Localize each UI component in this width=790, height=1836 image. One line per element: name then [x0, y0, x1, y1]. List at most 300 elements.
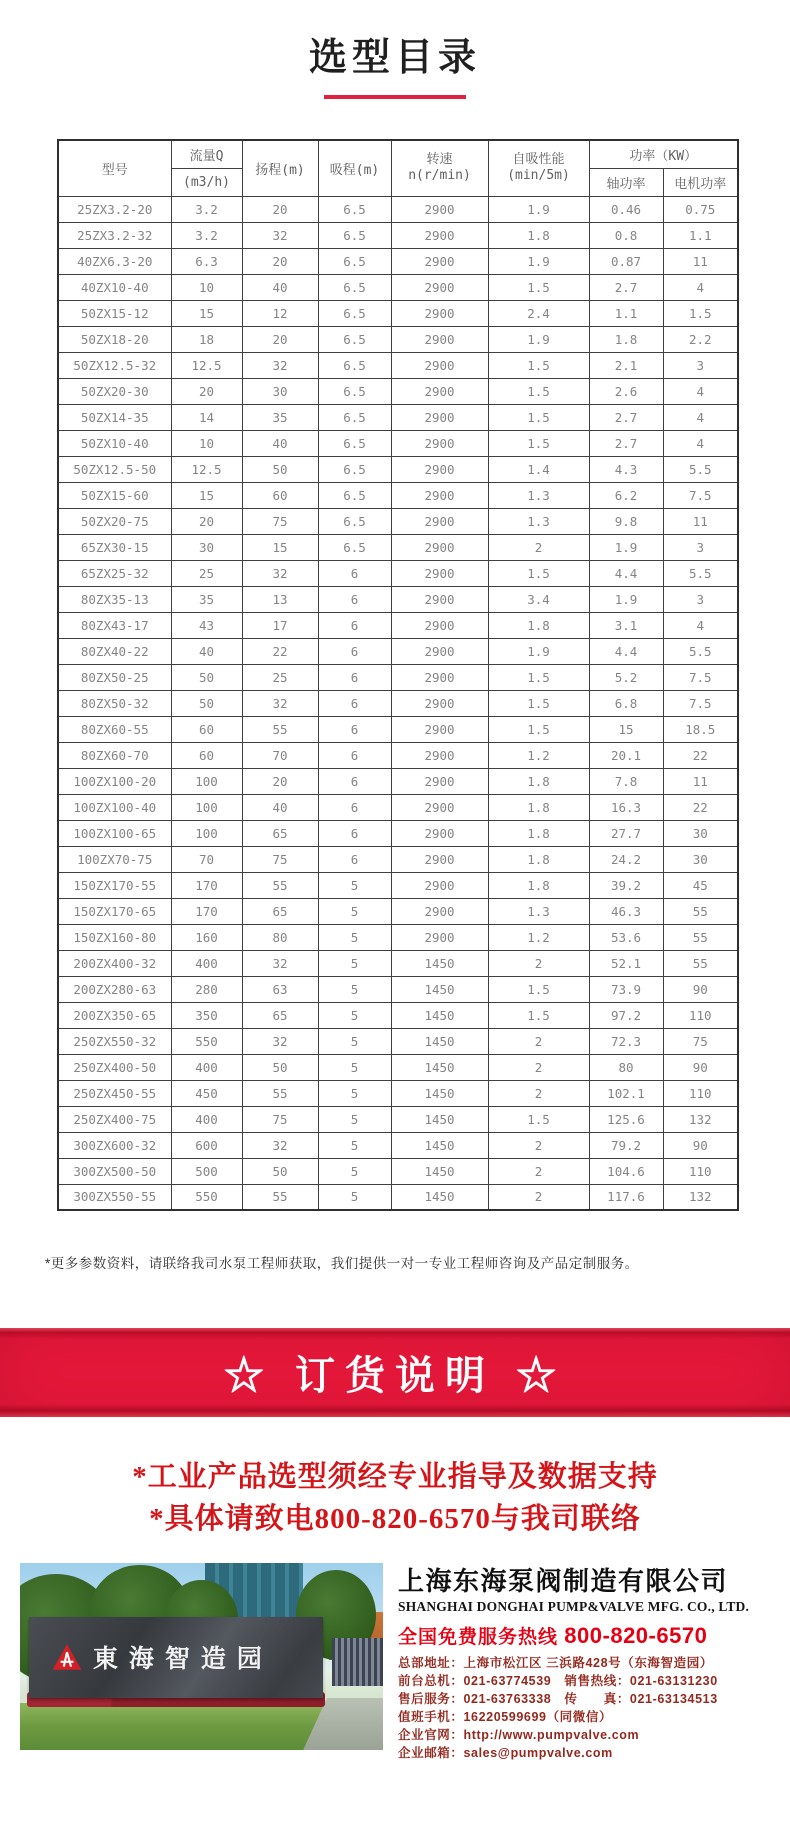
table-cell: 25: [242, 664, 318, 690]
table-cell: 280: [171, 976, 242, 1002]
table-row: [58, 378, 738, 404]
col-header-suction: 吸程(m): [318, 140, 391, 196]
table-row: [58, 1106, 738, 1132]
table-cell: 90: [663, 1132, 738, 1158]
table-cell: 12.5: [171, 456, 242, 482]
table-cell: 160: [171, 924, 242, 950]
table-cell: 0.46: [589, 196, 663, 222]
table-cell: 2900: [391, 898, 488, 924]
col-header-shaft-power: 轴功率: [589, 168, 663, 196]
table-cell: 6: [318, 638, 391, 664]
table-cell: 200ZX280-63: [58, 976, 171, 1002]
table-cell: 70: [242, 742, 318, 768]
table-cell: 13: [242, 586, 318, 612]
table-row: [58, 898, 738, 924]
company-section: [20, 1563, 776, 1762]
table-cell: 22: [663, 742, 738, 768]
table-cell: 2: [488, 534, 589, 560]
table-cell: 50ZX12.5-32: [58, 352, 171, 378]
table-cell: 11: [663, 768, 738, 794]
table-cell: 7.5: [663, 690, 738, 716]
table-cell: 73.9: [589, 976, 663, 1002]
table-cell: 1.5: [488, 1106, 589, 1132]
table-cell: 50: [242, 456, 318, 482]
table-cell: 2: [488, 1028, 589, 1054]
table-cell: 5.5: [663, 456, 738, 482]
table-cell: 2.7: [589, 430, 663, 456]
table-cell: 250ZX400-50: [58, 1054, 171, 1080]
table-cell: 110: [663, 1158, 738, 1184]
company-info: [383, 1563, 761, 1762]
col-header-flow-unit: (m3/h): [171, 168, 242, 196]
table-cell: 79.2: [589, 1132, 663, 1158]
table-cell: 22: [242, 638, 318, 664]
table-cell: 65: [242, 1002, 318, 1028]
table-cell: 2900: [391, 768, 488, 794]
table-row: [58, 768, 738, 794]
table-cell: 40: [242, 794, 318, 820]
table-cell: 5: [318, 1132, 391, 1158]
table-cell: 1.9: [488, 248, 589, 274]
col-header-motor-power: 电机功率: [663, 168, 738, 196]
table-row: [58, 976, 738, 1002]
table-cell: 110: [663, 1080, 738, 1106]
table-cell: 20: [242, 248, 318, 274]
table-cell: 6: [318, 664, 391, 690]
table-cell: 1.1: [589, 300, 663, 326]
table-cell: 2900: [391, 378, 488, 404]
table-cell: 1.8: [488, 820, 589, 846]
table-cell: 2900: [391, 846, 488, 872]
table-cell: 300ZX600-32: [58, 1132, 171, 1158]
table-cell: 2900: [391, 482, 488, 508]
table-cell: 5: [318, 1158, 391, 1184]
table-cell: 1.5: [488, 352, 589, 378]
table-cell: 4: [663, 612, 738, 638]
table-cell: 6.5: [318, 482, 391, 508]
table-cell: 2900: [391, 300, 488, 326]
table-cell: 15: [589, 716, 663, 742]
table-row: [58, 1158, 738, 1184]
contact-line: 售后服务：021-63763338 传 真：021-63134513: [398, 1692, 718, 1706]
table-cell: 250ZX400-75: [58, 1106, 171, 1132]
table-row: [58, 404, 738, 430]
table-cell: 53.6: [589, 924, 663, 950]
table-cell: 5: [318, 924, 391, 950]
table-cell: 60: [171, 742, 242, 768]
table-cell: 1450: [391, 1054, 488, 1080]
table-cell: 75: [242, 846, 318, 872]
table-cell: 2900: [391, 664, 488, 690]
table-cell: 1450: [391, 1080, 488, 1106]
table-cell: 102.1: [589, 1080, 663, 1106]
table-cell: 1.9: [589, 534, 663, 560]
table-cell: 6.5: [318, 326, 391, 352]
table-cell: 2900: [391, 716, 488, 742]
photo-sign-wall: [29, 1617, 323, 1697]
table-cell: 1.5: [488, 404, 589, 430]
table-cell: 12: [242, 300, 318, 326]
table-cell: 500: [171, 1158, 242, 1184]
table-cell: 1450: [391, 976, 488, 1002]
table-cell: 2900: [391, 612, 488, 638]
col-header-power: 功率（KW）: [589, 140, 738, 168]
table-cell: 80: [242, 924, 318, 950]
col-header-speed-line1: 转速: [426, 152, 453, 167]
table-cell: 45: [663, 872, 738, 898]
table-cell: 200ZX400-32: [58, 950, 171, 976]
table-cell: 0.75: [663, 196, 738, 222]
table-row: [58, 248, 738, 274]
table-cell: 70: [171, 846, 242, 872]
table-cell: 63: [242, 976, 318, 1002]
table-cell: 1.5: [488, 976, 589, 1002]
footnote: *更多参数资料，请联络我司水泵工程师获取，我们提供一对一专业工程师咨询及产品定制服务。: [45, 1256, 639, 1271]
service-hotline: [398, 1622, 761, 1649]
table-row: [58, 560, 738, 586]
table-cell: 35: [242, 404, 318, 430]
col-header-speed: [391, 140, 488, 196]
table-cell: 100ZX100-20: [58, 768, 171, 794]
table-cell: 2900: [391, 924, 488, 950]
table-row: [58, 638, 738, 664]
table-cell: 1.5: [488, 1002, 589, 1028]
table-cell: 150ZX170-55: [58, 872, 171, 898]
table-cell: 18: [171, 326, 242, 352]
table-cell: 25: [171, 560, 242, 586]
table-cell: 1.5: [488, 716, 589, 742]
table-cell: 6: [318, 612, 391, 638]
table-cell: 6.5: [318, 404, 391, 430]
table-row: [58, 1028, 738, 1054]
table-row: [58, 872, 738, 898]
table-cell: 100: [171, 768, 242, 794]
table-cell: 97.2: [589, 1002, 663, 1028]
notice-line-1: *工业产品选型须经专业指导及数据支持: [132, 1461, 658, 1493]
table-cell: 15: [171, 482, 242, 508]
table-cell: 2: [488, 1080, 589, 1106]
table-cell: 75: [663, 1028, 738, 1054]
table-cell: 117.6: [589, 1184, 663, 1210]
table-cell: 60: [242, 482, 318, 508]
table-cell: 400: [171, 1106, 242, 1132]
table-cell: 2900: [391, 508, 488, 534]
table-cell: 40: [242, 430, 318, 456]
table-cell: 5.5: [663, 638, 738, 664]
table-cell: 55: [663, 950, 738, 976]
table-cell: 6.5: [318, 352, 391, 378]
table-cell: 6.5: [318, 222, 391, 248]
table-cell: 20: [171, 508, 242, 534]
contact-line: 前台总机：021-63774539 销售热线：021-63131230: [398, 1674, 718, 1688]
table-cell: 12.5: [171, 352, 242, 378]
table-cell: 300ZX500-50: [58, 1158, 171, 1184]
table-cell: 30: [663, 846, 738, 872]
table-cell: 5: [318, 1184, 391, 1210]
table-cell: 50ZX20-75: [58, 508, 171, 534]
table-cell: 14: [171, 404, 242, 430]
table-cell: 2900: [391, 404, 488, 430]
table-cell: 20: [242, 196, 318, 222]
table-cell: 1.5: [488, 378, 589, 404]
table-cell: 17: [242, 612, 318, 638]
table-cell: 32: [242, 560, 318, 586]
table-cell: 400: [171, 1054, 242, 1080]
table-cell: 3: [663, 586, 738, 612]
table-cell: 80ZX50-25: [58, 664, 171, 690]
table-cell: 2900: [391, 820, 488, 846]
table-cell: 2900: [391, 638, 488, 664]
table-cell: 2: [488, 1184, 589, 1210]
table-row: [58, 508, 738, 534]
table-row: [58, 1080, 738, 1106]
table-cell: 16.3: [589, 794, 663, 820]
table-cell: 6: [318, 690, 391, 716]
table-cell: 50ZX10-40: [58, 430, 171, 456]
table-cell: 46.3: [589, 898, 663, 924]
table-cell: 32: [242, 222, 318, 248]
table-cell: 60: [171, 716, 242, 742]
contact-lines: [398, 1654, 761, 1762]
table-cell: 80ZX43-17: [58, 612, 171, 638]
table-cell: 0.87: [589, 248, 663, 274]
table-cell: 300ZX550-55: [58, 1184, 171, 1210]
table-row: [58, 586, 738, 612]
table-cell: 80ZX60-70: [58, 742, 171, 768]
table-cell: 100ZX100-65: [58, 820, 171, 846]
table-cell: 3.2: [171, 196, 242, 222]
table-cell: 1450: [391, 1002, 488, 1028]
table-cell: 6: [318, 846, 391, 872]
table-cell: 32: [242, 950, 318, 976]
table-cell: 39.2: [589, 872, 663, 898]
table-cell: 7.8: [589, 768, 663, 794]
table-cell: 100: [171, 820, 242, 846]
factory-photo: [20, 1563, 383, 1750]
table-cell: 1.8: [488, 872, 589, 898]
table-cell: 170: [171, 898, 242, 924]
table-cell: 30: [171, 534, 242, 560]
table-cell: 104.6: [589, 1158, 663, 1184]
table-row: [58, 846, 738, 872]
table-cell: 110: [663, 1002, 738, 1028]
table-cell: 6: [318, 586, 391, 612]
table-cell: 40: [171, 638, 242, 664]
table-cell: 80ZX50-32: [58, 690, 171, 716]
table-cell: 2900: [391, 534, 488, 560]
table-cell: 150ZX170-65: [58, 898, 171, 924]
table-cell: 2.7: [589, 274, 663, 300]
table-cell: 2.2: [663, 326, 738, 352]
table-cell: 3.4: [488, 586, 589, 612]
service-hotline-number: 800-820-6570: [564, 1623, 708, 1648]
table-cell: 3: [663, 534, 738, 560]
table-cell: 6: [318, 742, 391, 768]
table-cell: 450: [171, 1080, 242, 1106]
table-cell: 1.5: [488, 690, 589, 716]
table-cell: 80: [589, 1054, 663, 1080]
table-cell: 4.4: [589, 560, 663, 586]
table-cell: 5: [318, 1002, 391, 1028]
table-cell: 1.8: [589, 326, 663, 352]
table-cell: 2.4: [488, 300, 589, 326]
table-row: [58, 820, 738, 846]
table-row: [58, 1054, 738, 1080]
table-cell: 55: [663, 924, 738, 950]
table-cell: 1.2: [488, 924, 589, 950]
col-header-priming: [488, 140, 589, 196]
table-cell: 65: [242, 898, 318, 924]
table-cell: 1.4: [488, 456, 589, 482]
table-cell: 5: [318, 872, 391, 898]
table-cell: 1.9: [488, 326, 589, 352]
table-cell: 170: [171, 872, 242, 898]
table-cell: 27.7: [589, 820, 663, 846]
table-cell: 1.3: [488, 898, 589, 924]
table-cell: 40: [242, 274, 318, 300]
table-cell: 4: [663, 378, 738, 404]
table-cell: 65: [242, 820, 318, 846]
table-cell: 65ZX30-15: [58, 534, 171, 560]
table-row: [58, 222, 738, 248]
table-cell: 1.9: [488, 638, 589, 664]
table-cell: 2900: [391, 248, 488, 274]
col-header-priming-line2: (min/5m): [507, 168, 570, 184]
table-cell: 50ZX20-30: [58, 378, 171, 404]
table-cell: 600: [171, 1132, 242, 1158]
spec-table-body: [58, 196, 738, 1210]
table-cell: 2900: [391, 690, 488, 716]
table-cell: 15: [242, 534, 318, 560]
table-row: [58, 1184, 738, 1210]
table-cell: 1.8: [488, 612, 589, 638]
table-row: [58, 742, 738, 768]
table-cell: 80ZX60-55: [58, 716, 171, 742]
table-cell: 100ZX100-40: [58, 794, 171, 820]
table-cell: 550: [171, 1184, 242, 1210]
table-cell: 2900: [391, 872, 488, 898]
table-cell: 1.3: [488, 508, 589, 534]
table-cell: 6.5: [318, 534, 391, 560]
table-cell: 43: [171, 612, 242, 638]
table-cell: 1.1: [663, 222, 738, 248]
table-cell: 7.5: [663, 482, 738, 508]
col-header-flow: 流量Q: [171, 140, 242, 168]
table-cell: 2900: [391, 196, 488, 222]
table-row: [58, 716, 738, 742]
table-cell: 2900: [391, 430, 488, 456]
table-cell: 1.2: [488, 742, 589, 768]
table-cell: 100ZX70-75: [58, 846, 171, 872]
table-cell: 25ZX3.2-32: [58, 222, 171, 248]
table-row: [58, 456, 738, 482]
table-cell: 1.9: [488, 196, 589, 222]
table-cell: 1.5: [488, 430, 589, 456]
table-cell: 18.5: [663, 716, 738, 742]
table-cell: 550: [171, 1028, 242, 1054]
table-cell: 5: [318, 950, 391, 976]
table-cell: 6: [318, 794, 391, 820]
table-cell: 7.5: [663, 664, 738, 690]
table-cell: 4: [663, 430, 738, 456]
table-cell: 250ZX450-55: [58, 1080, 171, 1106]
contact-line: 总部地址：上海市松江区 三浜路428号（东海智造园）: [398, 1656, 713, 1670]
table-cell: 1450: [391, 1106, 488, 1132]
table-cell: 50: [242, 1054, 318, 1080]
photo-gate-fence: [332, 1638, 383, 1687]
table-cell: 1450: [391, 1132, 488, 1158]
table-cell: 5.2: [589, 664, 663, 690]
table-cell: 40ZX10-40: [58, 274, 171, 300]
table-cell: 5: [318, 898, 391, 924]
table-row: [58, 274, 738, 300]
notice-line-2: *具体请致电800-820-6570与我司联络: [149, 1503, 641, 1535]
table-cell: 20.1: [589, 742, 663, 768]
table-cell: 1.8: [488, 794, 589, 820]
table-cell: 55: [242, 1080, 318, 1106]
table-row: [58, 430, 738, 456]
table-cell: 24.2: [589, 846, 663, 872]
table-cell: 5: [318, 1028, 391, 1054]
table-cell: 150ZX160-80: [58, 924, 171, 950]
table-cell: 90: [663, 1054, 738, 1080]
table-row: [58, 794, 738, 820]
table-cell: 2900: [391, 586, 488, 612]
header-row-1: [58, 140, 738, 168]
table-cell: 32: [242, 1132, 318, 1158]
table-cell: 52.1: [589, 950, 663, 976]
table-cell: 11: [663, 248, 738, 274]
table-cell: 75: [242, 508, 318, 534]
table-cell: 6.5: [318, 456, 391, 482]
table-cell: 400: [171, 950, 242, 976]
table-row: [58, 1002, 738, 1028]
col-header-speed-line2: n(r/min): [408, 168, 471, 184]
table-row: [58, 1132, 738, 1158]
table-cell: 30: [242, 378, 318, 404]
table-cell: 1.5: [488, 560, 589, 586]
col-header-model: 型号: [58, 140, 171, 196]
table-cell: 6.5: [318, 300, 391, 326]
table-cell: 2900: [391, 794, 488, 820]
table-cell: 1450: [391, 1184, 488, 1210]
contact-line: 企业官网：http://www.pumpvalve.com: [398, 1728, 640, 1742]
table-cell: 55: [663, 898, 738, 924]
table-cell: 10: [171, 430, 242, 456]
page-title: 选型目录: [308, 37, 481, 79]
table-cell: 6: [318, 716, 391, 742]
company-name: 上海东海泵阀制造有限公司: [398, 1566, 729, 1596]
table-cell: 20: [242, 326, 318, 352]
table-cell: 50ZX18-20: [58, 326, 171, 352]
table-cell: 2.1: [589, 352, 663, 378]
photo-sign-text: 東海智造园: [92, 1645, 273, 1674]
company-logo-icon: [51, 1642, 83, 1672]
table-cell: 40ZX6.3-20: [58, 248, 171, 274]
table-cell: 50ZX15-12: [58, 300, 171, 326]
spec-table: [57, 139, 739, 1211]
table-cell: 2.6: [589, 378, 663, 404]
table-cell: 20: [242, 768, 318, 794]
table-cell: 1.3: [488, 482, 589, 508]
table-cell: 65ZX25-32: [58, 560, 171, 586]
table-cell: 4.4: [589, 638, 663, 664]
table-cell: 1450: [391, 1028, 488, 1054]
table-row: [58, 664, 738, 690]
table-cell: 2900: [391, 326, 488, 352]
table-cell: 1.9: [589, 586, 663, 612]
table-cell: 1.8: [488, 222, 589, 248]
